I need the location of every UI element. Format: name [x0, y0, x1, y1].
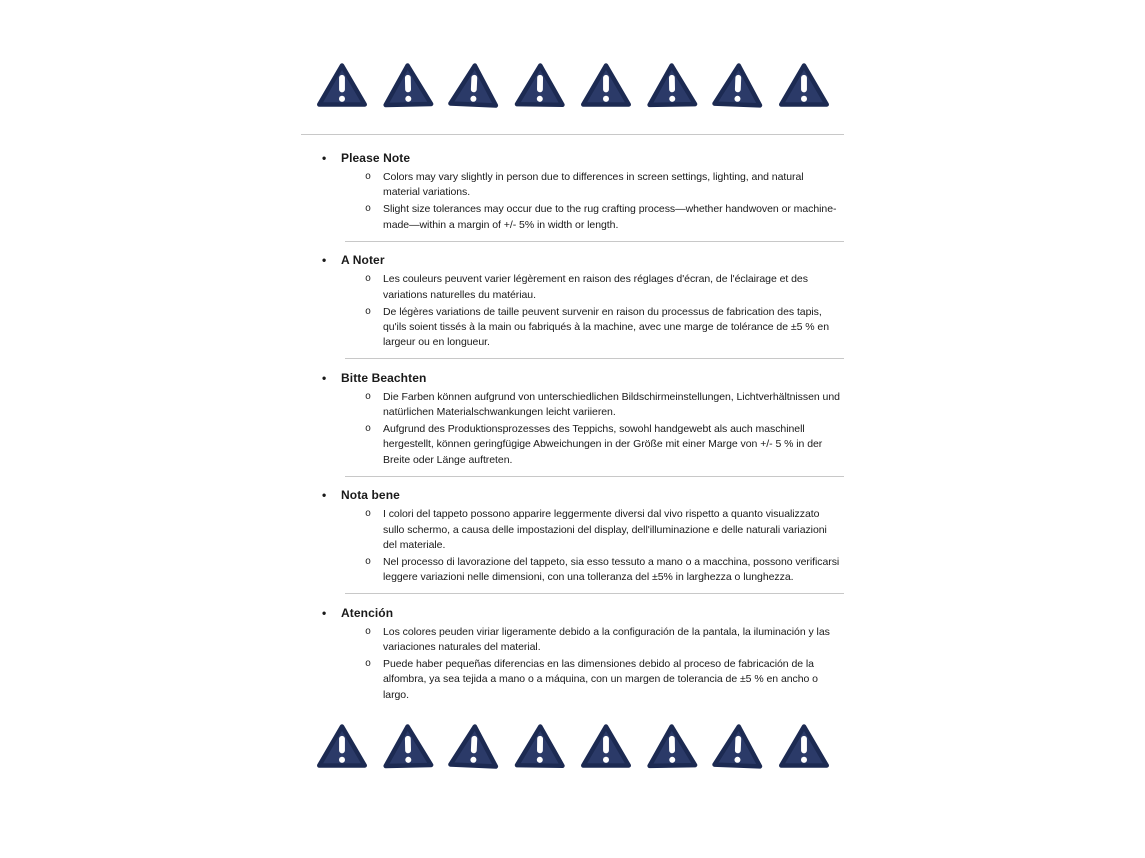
section-divider: [345, 241, 844, 242]
note-item: [301, 390, 844, 420]
warning-triangle-icon: [381, 59, 434, 110]
note-section: [301, 605, 844, 703]
warning-triangle-icon: [580, 721, 632, 771]
warning-triangle-icon: [446, 59, 500, 111]
section-divider: [345, 358, 844, 359]
warning-triangle-icon: [645, 60, 698, 111]
notes-sections: [301, 150, 844, 703]
warning-row-bottom: [301, 721, 844, 771]
bullet-icon: •: [322, 488, 327, 503]
note-text: Die Farben können aufgrund von unterschiedlichen Bildschirmeinstellungen, Lichtverhältnissen und natürlichen Materialschwankungen leicht variieren.: [383, 390, 840, 419]
note-section: [301, 487, 844, 594]
warning-triangle-icon: [316, 721, 368, 771]
warning-triangle-icon: [580, 60, 632, 110]
note-section: [301, 150, 844, 242]
note-item: [301, 202, 844, 232]
bullet-icon: •: [322, 151, 327, 165]
circle-bullet-icon: o: [365, 274, 372, 286]
circle-bullet-icon: o: [365, 172, 372, 183]
section-heading: Bitte Beachten: [341, 370, 427, 385]
section-heading: A Noter: [341, 253, 385, 268]
section-divider: [345, 593, 844, 594]
circle-bullet-icon: o: [365, 306, 372, 318]
note-text: Colors may vary slightly in person due to differences in screen settings, lighting, and natural material variations.: [383, 171, 804, 199]
bullet-icon: •: [322, 253, 327, 268]
warning-triangle-icon: [381, 720, 434, 771]
warning-triangle-icon: [513, 721, 566, 772]
note-text: Los colores peuden viriar ligeramente debido a la configuración de la pantala, la iluminación y las variaciones naturales del material.: [383, 625, 830, 654]
section-heading-row: [301, 487, 844, 505]
note-text: Slight size tolerances may occur due to the rug crafting process—whether handwoven or machine-made—within a margin of +/- 5% in width or length.: [383, 203, 837, 231]
top-divider: [301, 134, 844, 135]
warning-triangle-icon: [711, 720, 765, 772]
note-section: [301, 252, 844, 359]
note-text: Les couleurs peuvent varier légèrement en raison des réglages d'écran, de l'éclairage et des variations naturelles du matériau.: [383, 273, 808, 301]
bullet-icon: •: [322, 370, 327, 385]
note-item: [301, 555, 844, 585]
warning-row-top: [301, 60, 844, 110]
note-item: [301, 170, 844, 200]
section-heading-row: [301, 370, 844, 388]
circle-bullet-icon: o: [365, 424, 372, 436]
circle-bullet-icon: o: [365, 659, 372, 671]
note-text: Puede haber pequeñas diferencias en las dimensiones debido al proceso de fabricación de la alfombra, ya sea tejida a mano o a máquina, con un margen de tolerancia de ±5 % en ancho o largo.: [383, 658, 818, 701]
note-text: I colori del tappeto possono apparire leggermente diversi dal vivo rispetto a quanto visualizzato sullo schermo, a causa delle impostazioni del display, dell'illuminazione e delle naturali variazioni del materiale.: [383, 508, 827, 551]
section-heading: Nota bene: [341, 488, 400, 503]
circle-bullet-icon: o: [365, 556, 372, 568]
warning-triangle-icon: [778, 721, 830, 771]
section-heading-row: [301, 605, 844, 623]
warning-triangle-icon: [645, 720, 698, 771]
note-text: De légères variations de taille peuvent survenir en raison du processus de fabrication des tapis, qu'ils soient tissés à la main ou fabriqués à la machine, avec une marge de tolérance de ±5 % en largeur ou en longueur.: [383, 305, 829, 349]
warning-triangle-icon: [316, 60, 368, 110]
document-page: [301, 0, 844, 771]
warning-triangle-icon: [711, 59, 765, 111]
note-text: Nel processo di lavorazione del tappeto, sia esso tessuto a mano o a macchina, possono verificarsi leggere variazioni nelle dimensioni, con una tolleranza del ±5% in larghezza o lunghezza.: [383, 555, 840, 584]
note-section: [301, 370, 844, 477]
section-heading-row: [301, 252, 844, 270]
section-heading-row: [301, 150, 844, 168]
note-item: [301, 657, 844, 703]
warning-triangle-icon: [446, 720, 500, 772]
circle-bullet-icon: o: [365, 509, 372, 521]
warning-triangle-icon: [513, 60, 566, 111]
note-text: Aufgrund des Produktionsprozesses des Teppichs, sowohl handgewebt als auch maschinell hergestellt, können geringfügige Abweichungen in der Größe mit einer Marge von +/- 5 % in der Breite oder Länge auftreten.: [383, 423, 823, 466]
section-divider: [345, 476, 844, 477]
note-item: [301, 305, 844, 351]
note-item: [301, 625, 844, 655]
note-item: [301, 422, 844, 468]
note-item: [301, 272, 844, 302]
section-heading: Please Note: [341, 151, 411, 165]
section-heading: Atención: [341, 605, 394, 620]
bullet-icon: •: [322, 605, 327, 620]
circle-bullet-icon: o: [365, 626, 372, 638]
circle-bullet-icon: o: [365, 391, 372, 403]
note-item: [301, 507, 844, 553]
warning-triangle-icon: [778, 60, 830, 110]
circle-bullet-icon: o: [365, 204, 372, 216]
